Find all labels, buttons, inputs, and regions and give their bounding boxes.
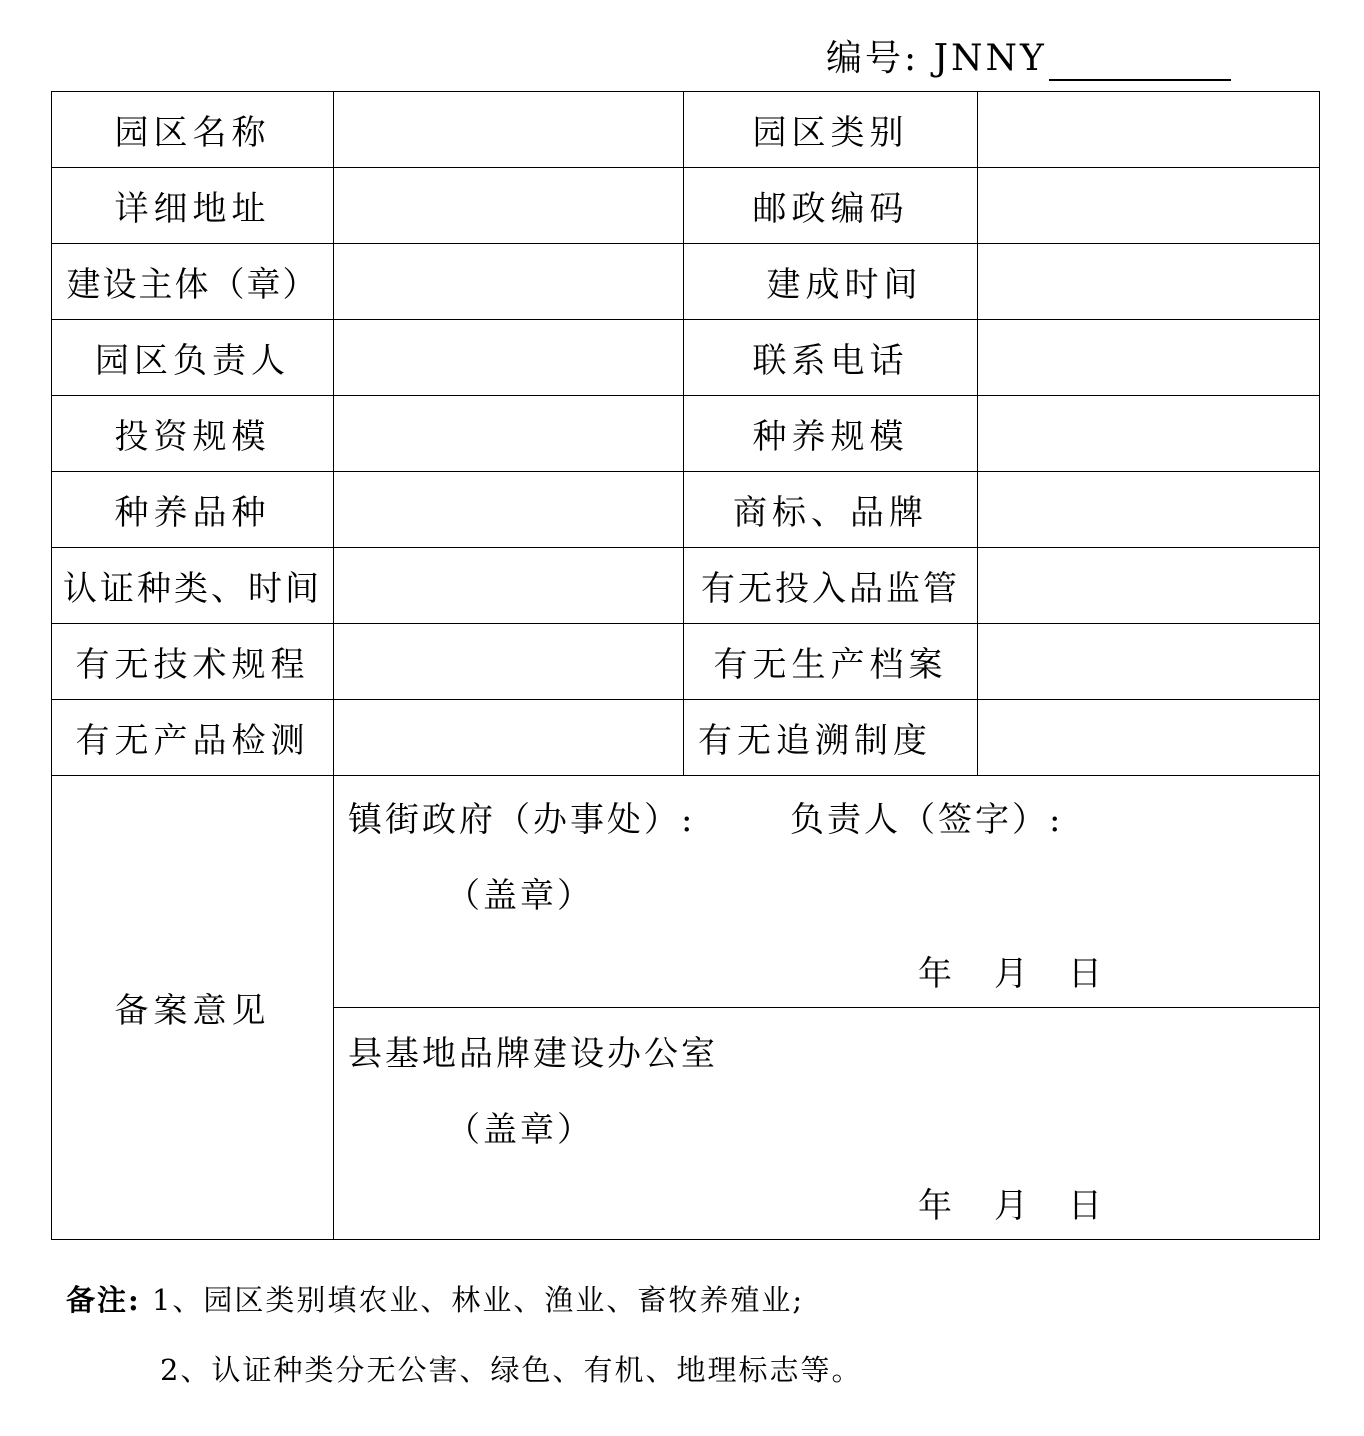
county-month-label: 月 — [994, 1186, 1033, 1226]
row-label-right: 建成时间 — [684, 244, 978, 320]
row-label-right: 有无追溯制度 — [684, 700, 978, 776]
opinion-label: 备案意见 — [52, 776, 334, 1240]
completion-time-field[interactable] — [978, 244, 1320, 320]
varieties-field[interactable] — [334, 472, 684, 548]
row-label-left: 园区负责人 — [52, 320, 334, 396]
postcode-field[interactable] — [978, 168, 1320, 244]
notes-title: 备注: — [66, 1283, 141, 1317]
address-field[interactable] — [334, 168, 684, 244]
county-office-label: 县基地品牌建设办公室 — [348, 1034, 718, 1074]
technical-rules-field[interactable] — [334, 624, 684, 700]
town-opinion-cell[interactable] — [334, 776, 1320, 1008]
serial-prefix: JNNY — [933, 38, 1047, 79]
input-supervision-field[interactable] — [978, 548, 1320, 624]
form-row — [52, 700, 1320, 776]
responsible-sign-label: 负责人（签字）: — [790, 800, 1064, 840]
county-day-label: 日 — [1068, 1186, 1107, 1226]
row-label-left: 园区名称 — [52, 92, 334, 168]
form-row — [52, 548, 1320, 624]
county-year-label: 年 — [918, 1186, 957, 1226]
form-row — [52, 168, 1320, 244]
row-label-left: 认证种类、时间 — [52, 548, 334, 624]
notes-line-1 — [66, 1278, 804, 1319]
row-label-left: 有无技术规程 — [52, 624, 334, 700]
row-label-right: 园区类别 — [684, 92, 978, 168]
phone-field[interactable] — [978, 320, 1320, 396]
brand-field[interactable] — [978, 472, 1320, 548]
breeding-scale-field[interactable] — [978, 396, 1320, 472]
row-label-left: 投资规模 — [52, 396, 334, 472]
row-label-left: 详细地址 — [52, 168, 334, 244]
town-office-label: 镇街政府（办事处）: — [348, 800, 696, 840]
row-label-right: 邮政编码 — [684, 168, 978, 244]
row-label-left: 种养品种 — [52, 472, 334, 548]
notes-text-1: 1、园区类别填农业、林业、渔业、畜牧养殖业; — [151, 1283, 805, 1317]
builder-field[interactable] — [334, 244, 684, 320]
town-month-label: 月 — [994, 954, 1033, 994]
registration-form-table — [51, 91, 1320, 1240]
park-category-field[interactable] — [978, 92, 1320, 168]
investment-scale-field[interactable] — [334, 396, 684, 472]
product-testing-field[interactable] — [334, 700, 684, 776]
row-label-right: 有无投入品监管 — [684, 548, 978, 624]
serial-label: 编号: — [826, 38, 920, 79]
town-seal-label: （盖章） — [446, 876, 594, 916]
park-name-field[interactable] — [334, 92, 684, 168]
form-row — [52, 92, 1320, 168]
form-row — [52, 396, 1320, 472]
certification-field[interactable] — [334, 548, 684, 624]
serial-number — [826, 30, 1231, 81]
opinion-row-town — [52, 776, 1320, 1008]
form-row — [52, 320, 1320, 396]
traceability-field[interactable] — [978, 700, 1320, 776]
serial-blank-field[interactable] — [1049, 41, 1231, 81]
row-label-right: 商标、品牌 — [684, 472, 978, 548]
row-label-right: 有无生产档案 — [684, 624, 978, 700]
notes-line-2 — [160, 1348, 862, 1389]
form-row — [52, 624, 1320, 700]
row-label-right: 联系电话 — [684, 320, 978, 396]
county-seal-label: （盖章） — [446, 1110, 594, 1150]
row-label-right: 种养规模 — [684, 396, 978, 472]
form-row — [52, 472, 1320, 548]
town-day-label: 日 — [1068, 954, 1107, 994]
production-records-field[interactable] — [978, 624, 1320, 700]
row-label-left: 有无产品检测 — [52, 700, 334, 776]
form-row — [52, 244, 1320, 320]
notes-text-2: 2、认证种类分无公害、绿色、有机、地理标志等。 — [160, 1353, 863, 1387]
county-opinion-cell[interactable] — [334, 1008, 1320, 1240]
park-manager-field[interactable] — [334, 320, 684, 396]
town-year-label: 年 — [918, 954, 957, 994]
row-label-left: 建设主体（章） — [52, 244, 334, 320]
